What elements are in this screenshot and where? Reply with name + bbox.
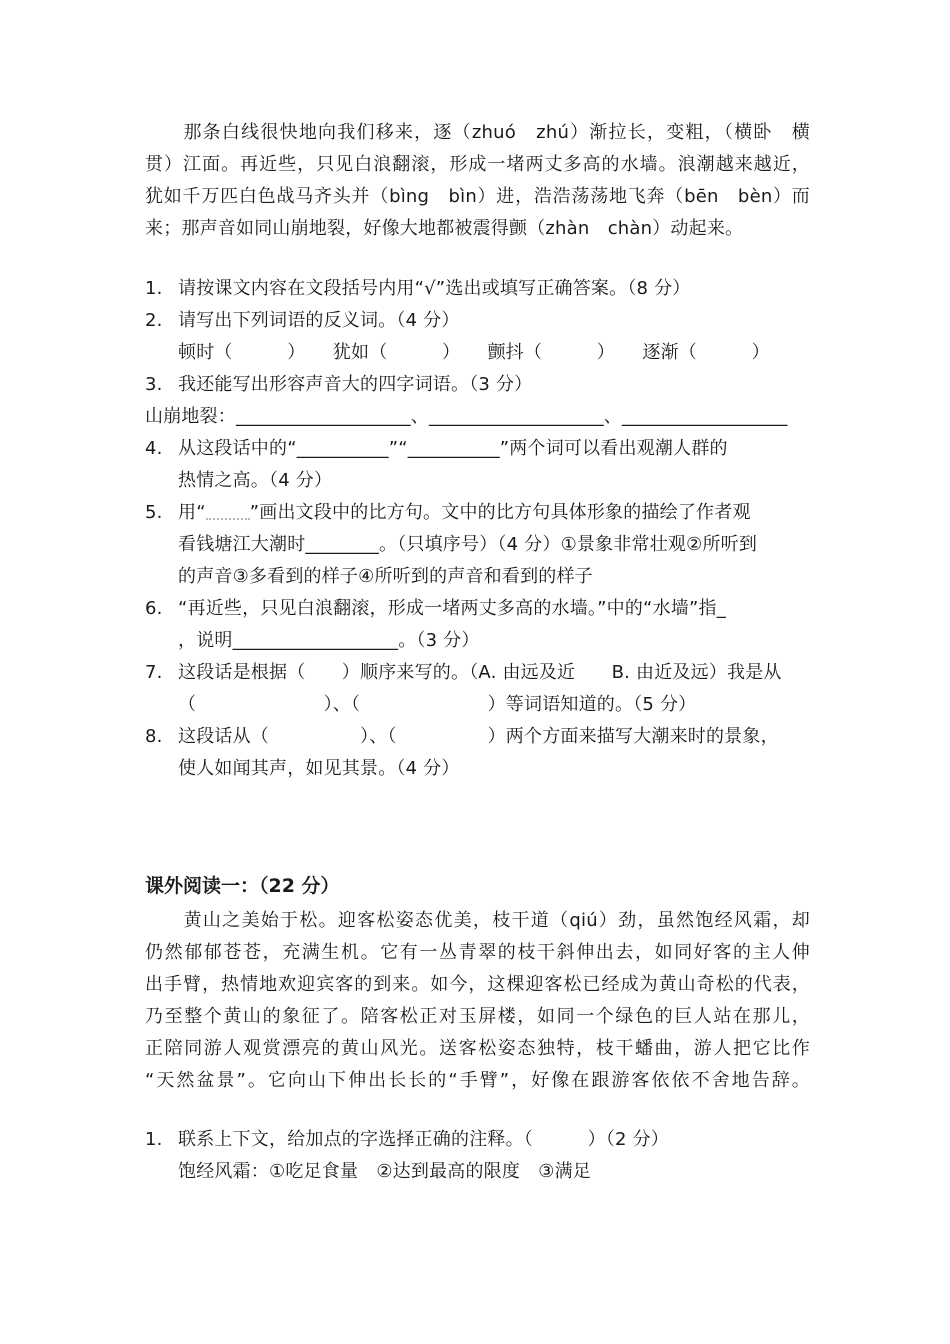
question-number: 8.: [145, 726, 163, 747]
question-7-continued: （ ）、（ ）等词语知道的。（5 分）: [178, 694, 697, 715]
question-number: 5.: [145, 502, 163, 523]
question-text: 这段话是根据（ ）顺序来写的。（A. 由远及近 B. 由近及远）我是从: [178, 662, 782, 683]
question-text: 请写出下列词语的反义词。（4 分）: [178, 310, 460, 331]
question-2: [145, 305, 810, 337]
question-6-continued: ，说明__________________。（3 分）: [178, 630, 480, 651]
question-text: “再近些，只见白浪翻滚，形成一堵两丈多高的水墙。”中的“水墙”指_: [178, 598, 726, 619]
passage1-line-4: 来；那声音如同山崩地裂，好像大地都被震得颤（zhàn chàn）动起来。: [145, 218, 744, 239]
question-text: 联系上下文，给加点的字选择正确的注释。（ ）（2 分）: [178, 1129, 669, 1150]
question-8: [145, 721, 810, 753]
question-2-antonym-blanks: 顿时（ ） 犹如（ ） 颤抖（ ） 逐渐（ ）: [178, 342, 770, 363]
question-number: 7.: [145, 662, 163, 683]
question-4: [145, 433, 810, 465]
passage2-line-1: 黄山之美始于松。迎客松姿态优美，枝干道（qiú）劲，虽然饱经风霜，却: [145, 910, 810, 931]
passage2-line-2: 仍然郁郁苍苍，充满生机。它有一丛青翠的枝干斜伸出去，如同好客的主人伸: [145, 942, 810, 963]
question-text: 这段话从（ ）、（ ）两个方面来描写大潮来时的景象，: [178, 726, 779, 747]
question-7: [145, 657, 810, 689]
section2-question-1-options: 饱经风霜：①吃足食量 ②达到最高的限度 ③满足: [178, 1161, 592, 1182]
question-text-part-b: ”画出文段中的比方句。文中的比方句具体形象的描绘了作者观: [249, 502, 751, 523]
section-heading: 课外阅读一：（22 分）: [145, 875, 340, 897]
question-text: 从这段话中的“__________”“__________”两个词可以看出观潮人群的: [178, 438, 728, 459]
question-6: [145, 593, 810, 625]
question-5: [145, 497, 810, 529]
passage1-line-3: 犹如千万匹白色战马齐头并（bìng bìn）进，浩浩荡荡地飞奔（bēn bèn）而: [145, 186, 810, 207]
passage1-line-2: 贯）江面。再近些，只见白浪翻滚，形成一堵两丈多高的水墙。浪潮越来越近，: [145, 154, 810, 175]
question-8-continued: 使人如闻其声，如见其景。（4 分）: [178, 758, 460, 779]
question-number: 6.: [145, 598, 163, 619]
question-3: [145, 369, 810, 401]
question-number: 1.: [145, 1129, 163, 1150]
question-text: 我还能写出形容声音大的四字词语。（3 分）: [178, 374, 533, 395]
question-number: 3.: [145, 374, 163, 395]
question-4-continued: 热情之高。（4 分）: [178, 470, 333, 491]
question-5-continued-1: 看钱塘江大潮时________。（只填序号）（4 分）①景象非常壮观②所听到: [178, 534, 758, 555]
passage2-line-6: “天然盆景”。它向山下伸出长长的“手臂”，好像在跟游客依依不舍地告辞。: [145, 1070, 810, 1091]
question-1: [145, 273, 810, 305]
question-5-continued-2: 的声音③多看到的样子④所听到的声音和看到的样子: [178, 566, 593, 587]
question-number: 2.: [145, 310, 163, 331]
passage2-line-4: 乃至整个黄山的象征了。陪客松正对玉屏楼，如同一个绿色的巨人站在那儿，: [145, 1006, 810, 1027]
question-number: 4.: [145, 438, 163, 459]
passage2-line-3: 出手臂，热情地欢迎宾客的到来。如今，这棵迎客松已经成为黄山奇松的代表，: [145, 974, 810, 995]
question-3-answer-blanks: 山崩地裂：___________________、___________________、__________________: [145, 406, 788, 427]
question-text: 请按课文内容在文段括号内用“√”选出或填写正确答案。（8 分）: [178, 278, 691, 299]
section2-question-1: [145, 1124, 810, 1156]
question-number: 1.: [145, 278, 163, 299]
passage2-line-5: 正陪同游人观赏漂亮的黄山风光。送客松姿态独特，枝干蟠曲，游人把它比作: [145, 1038, 810, 1059]
wavy-underline-mark: [206, 500, 250, 520]
passage1-line-1: 那条白线很快地向我们移来，逐（zhuó zhú）渐拉长，变粗，（横卧 横: [145, 122, 810, 143]
question-text-part-a: 用“: [178, 502, 206, 523]
